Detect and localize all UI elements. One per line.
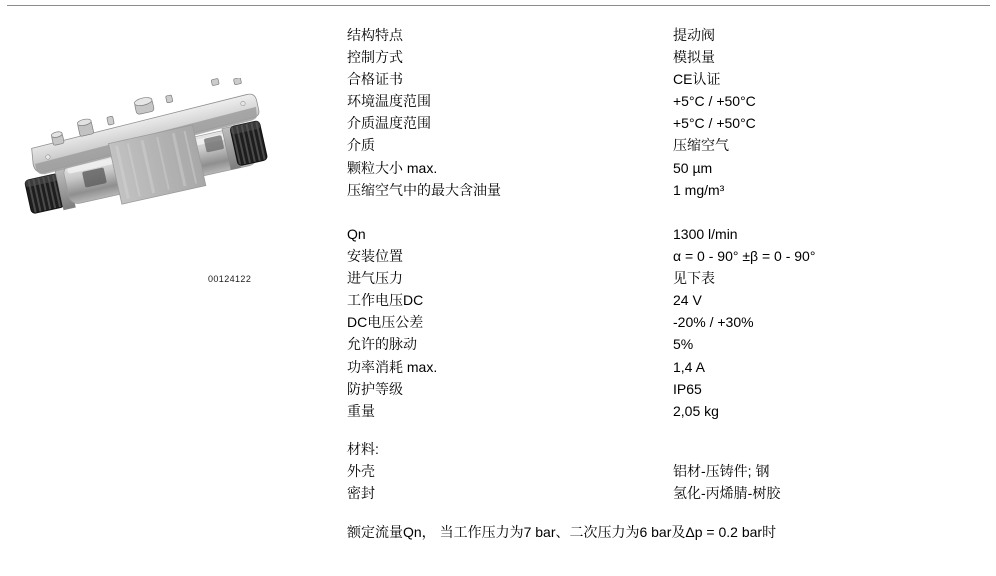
spec-row — [347, 267, 992, 289]
spec-value: 模拟量 — [673, 49, 715, 66]
spec-row — [347, 356, 992, 378]
spec-row — [347, 90, 992, 112]
top-rule — [7, 5, 990, 6]
materials-heading-row — [347, 438, 992, 460]
spec-value: 5% — [673, 336, 694, 353]
product-photo — [20, 78, 280, 293]
spec-label: 允许的脉动 — [347, 336, 417, 353]
spec-label: 颗粒大小 max. — [347, 159, 438, 176]
materials-heading: 材料: — [347, 440, 379, 457]
spec-row — [347, 289, 992, 311]
spec-value: 压缩空气 — [673, 137, 729, 154]
spec-value: -20% / +30% — [673, 314, 754, 331]
spec-row — [347, 179, 992, 201]
spec-row — [347, 378, 992, 400]
spec-block-electrical — [347, 223, 992, 422]
materials-rows — [347, 460, 992, 504]
spec-value: 50 µm — [673, 159, 713, 176]
spec-value: 1 mg/m³ — [673, 181, 725, 198]
footer-note: 额定流量Qn， 当工作压力为7 bar、二次压力为6 bar及Δp = 0.2 bar时 — [347, 524, 777, 541]
spec-label: 进气压力 — [347, 270, 403, 287]
spec-row — [347, 400, 992, 422]
spec-row — [347, 112, 992, 134]
spec-row — [347, 24, 992, 46]
spec-row — [347, 333, 992, 355]
spec-row — [347, 482, 992, 504]
spec-row — [347, 68, 992, 90]
spec-label: 环境温度范围 — [347, 93, 431, 110]
spec-label: 合格证书 — [347, 71, 403, 88]
valve-illustration — [20, 78, 278, 228]
spec-label: 防护等级 — [347, 380, 403, 397]
spec-value: CE认证 — [673, 71, 721, 88]
spec-row — [347, 157, 992, 179]
spec-label: 重量 — [347, 402, 375, 419]
spec-value: +5°C / +50°C — [673, 115, 756, 132]
spec-table — [347, 24, 992, 543]
materials-heading-spacer — [673, 438, 992, 460]
spec-value: 24 V — [673, 292, 702, 309]
spec-block-general — [347, 24, 992, 201]
spec-label: 安装位置 — [347, 248, 403, 265]
spec-value: 提动阀 — [673, 27, 715, 43]
spec-row — [347, 460, 992, 482]
spec-label: 工作电压DC — [347, 292, 424, 309]
spec-row — [347, 311, 992, 333]
spec-block-materials — [347, 438, 992, 504]
spec-value: 铝材-压铸件; 钢 — [673, 462, 770, 479]
spec-label: DC电压公差 — [347, 314, 424, 331]
spec-value: 1300 l/min — [673, 225, 738, 242]
spec-value: 氢化-丙烯腈-树胶 — [673, 484, 781, 501]
spec-row — [347, 46, 992, 68]
spec-label: 结构特点 — [347, 27, 403, 43]
spec-label: 介质温度范围 — [347, 115, 431, 132]
spec-label: 密封 — [347, 484, 375, 501]
spec-row — [347, 223, 992, 245]
spec-label: 介质 — [347, 137, 375, 154]
spec-label: 控制方式 — [347, 49, 403, 66]
spec-label: 功率消耗 max. — [347, 358, 438, 375]
spec-value: +5°C / +50°C — [673, 93, 756, 110]
spec-value: 见下表 — [673, 270, 715, 287]
spec-value: α = 0 - 90° ±β = 0 - 90° — [673, 248, 816, 265]
spec-label: 外壳 — [347, 462, 375, 479]
spec-label: Qn — [347, 225, 366, 242]
spec-value: 2,05 kg — [673, 402, 719, 419]
spec-label: 压缩空气中的最大含油量 — [347, 181, 501, 198]
spec-row — [347, 134, 992, 156]
spec-value: 1,4 A — [673, 358, 705, 375]
spec-value: IP65 — [673, 380, 702, 397]
spec-row — [347, 245, 992, 267]
product-photo-caption: 00124122 — [208, 274, 252, 284]
